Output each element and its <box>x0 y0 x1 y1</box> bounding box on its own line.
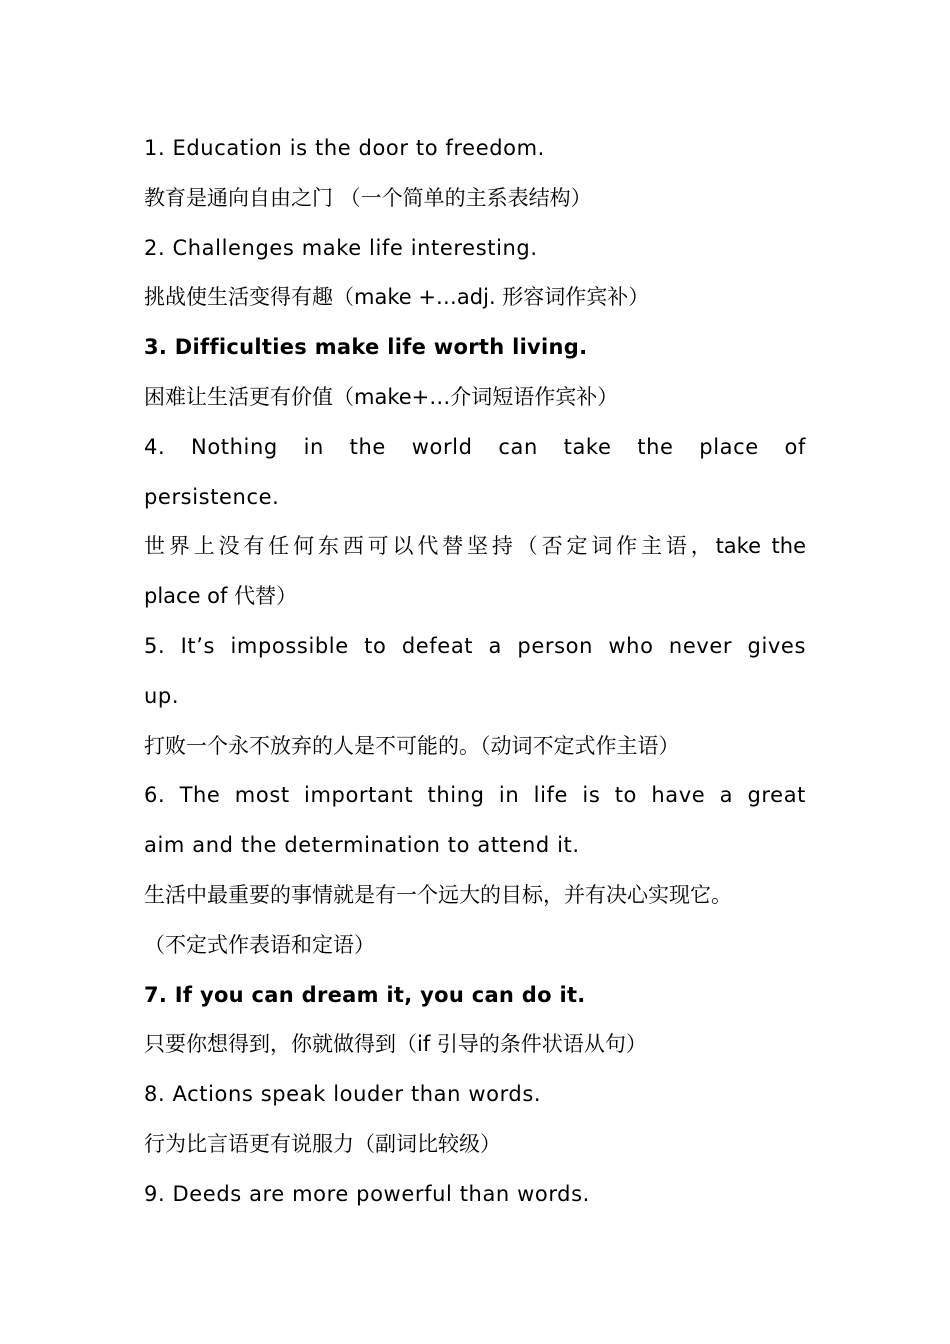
sentence-4-english-line-1: 4. Nothing in the world can take the place of <box>144 434 806 459</box>
sentence-1-english: 1. Education is the door to freedom. <box>144 136 545 160</box>
sentence-5-english-line-1: 5. It’s impossible to defeat a person who never gives <box>144 633 806 658</box>
sentence-9-english: 9. Deeds are more powerful than words. <box>144 1181 590 1206</box>
sentence-7-translation: 只要你想得到，你就做得到（if 引导的条件状语从句） <box>144 1032 647 1057</box>
sentence-7-english: 7. If you can dream it, you can do it. <box>144 982 586 1007</box>
sentence-8-translation: 行为比言语更有说服力（副词比较级） <box>144 1131 501 1156</box>
sentence-2-translation: 挑战使生活变得有趣（make +…adj. 形容词作宾补） <box>144 285 650 310</box>
sentence-6-translation-line-2: （不定式作表语和定语） <box>144 932 375 957</box>
document-page <box>144 124 806 1220</box>
sentence-8-english: 8. Actions speak louder than words. <box>144 1082 542 1107</box>
sentence-5-english-line-2: up. <box>144 683 180 708</box>
sentence-1-translation: 教育是通向自由之门 （一个简单的主系表结构） <box>144 185 592 210</box>
sentence-6-english-line-1: 6. The most important thing in life is to have a great <box>144 783 806 808</box>
sentence-3-english: 3. Difficulties make life worth living. <box>144 335 588 360</box>
sentence-5-translation: 打败一个永不放弃的人是不可能的。（动词不定式作主语） <box>144 733 680 758</box>
sentence-6-translation-line-1: 生活中最重要的事情就是有一个远大的目标，并有决心实现它。 <box>144 882 732 907</box>
sentence-4-english-line-2: persistence. <box>144 484 280 509</box>
sentence-4-translation-line-2: place of 代替） <box>144 584 298 609</box>
sentence-3-translation: 困难让生活更有价值（make+…介词短语作宾补） <box>144 384 619 409</box>
sentence-2-english: 2. Challenges make life interesting. <box>144 235 538 260</box>
sentence-4-translation-line-1: 世界上没有任何东西可以代替坚持（否定词作主语，take the <box>144 534 806 559</box>
sentence-6-english-line-2: aim and the determination to attend it. <box>144 833 580 858</box>
